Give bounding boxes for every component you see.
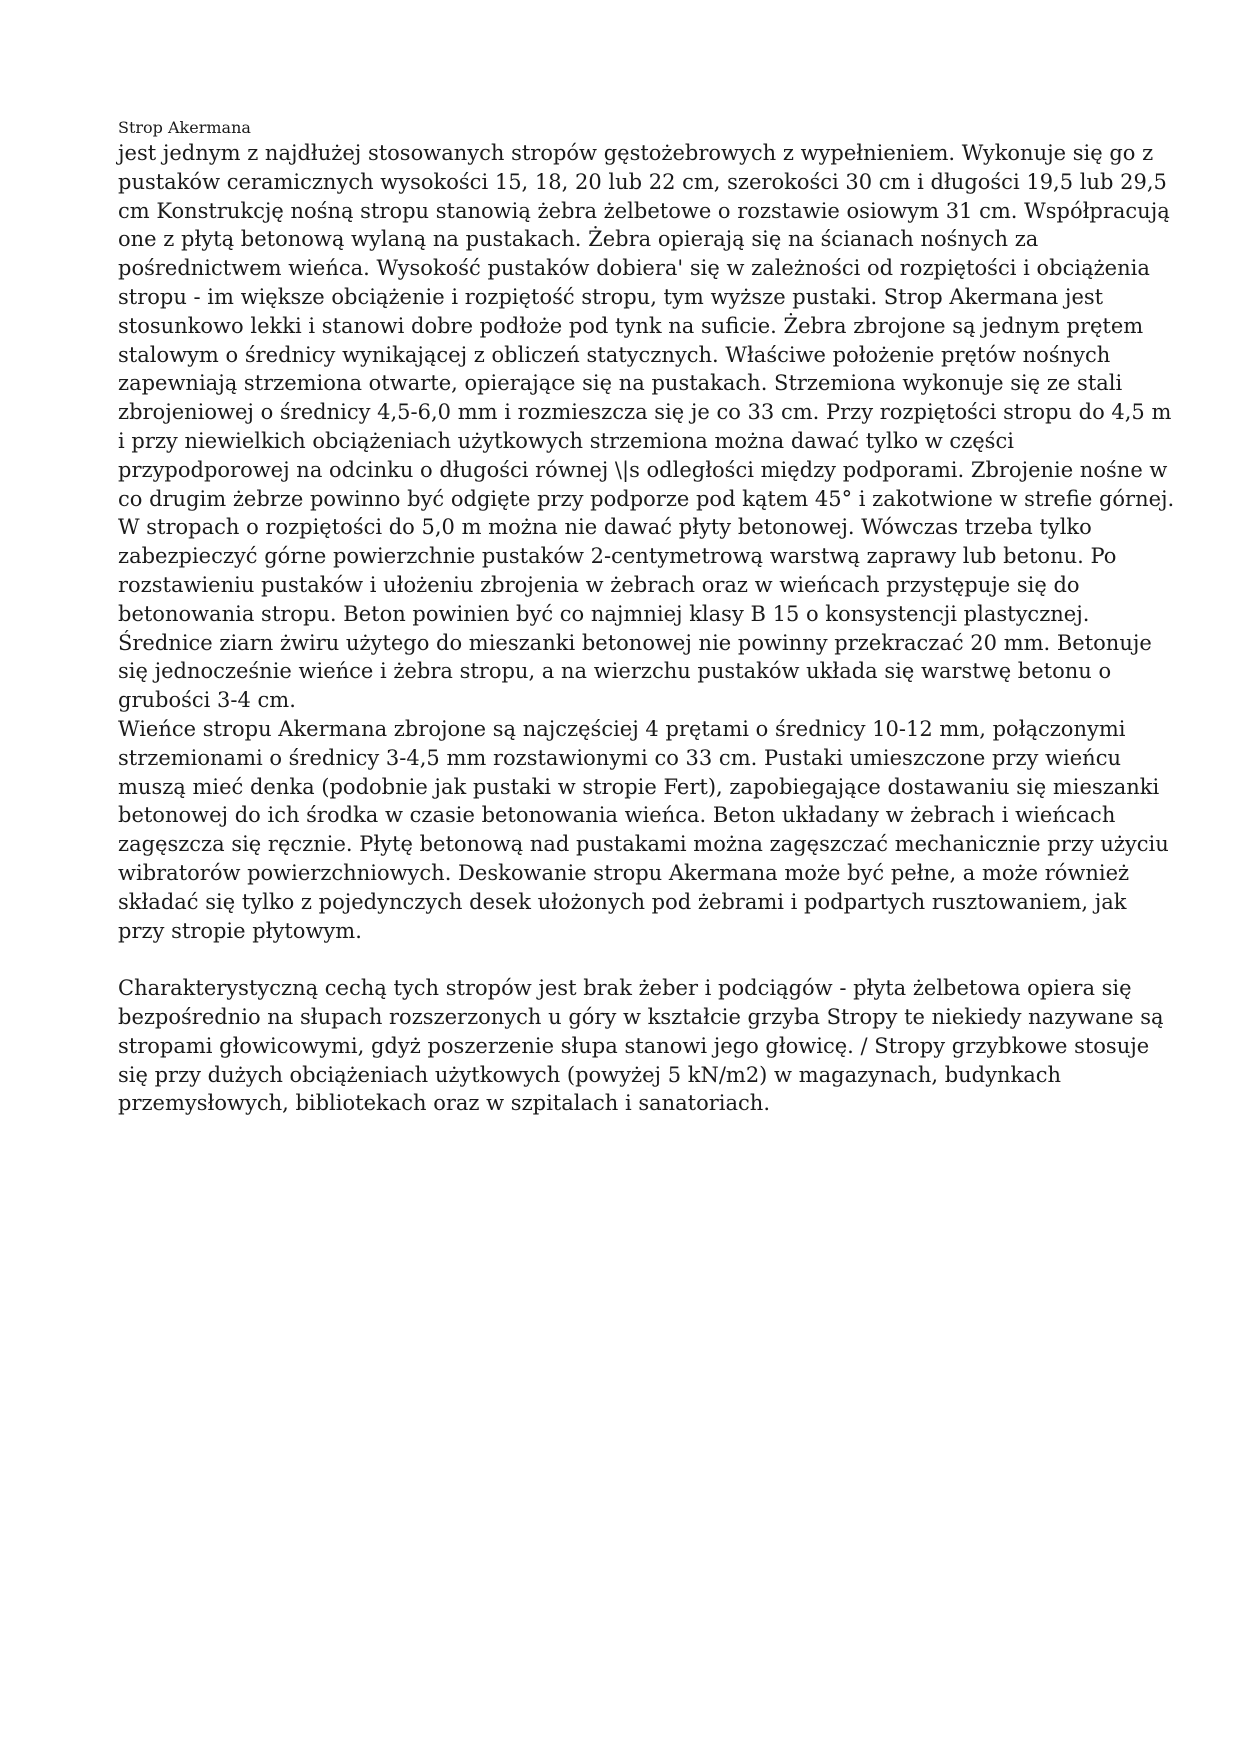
text-line: stropu - im większe obciążenie i rozpiętość stropu, tym wyższe pustaki. Strop Akermana jest [118, 284, 1104, 309]
text-line: się przy dużych obciążeniach użytkowych (powyżej 5 kN/m2) w magazynach, budynkach [118, 1062, 1062, 1087]
text-line: zagęszcza się ręcznie. Płytę betonową nad pustakami można zagęszczać mechanicznie przy użyciu [118, 832, 1169, 857]
text-line: cm Konstrukcję nośną stropu stanowią żebra żelbetowe o rozstawie osiowym 31 cm. Współpracują [118, 198, 1170, 223]
text-line: przemysłowych, bibliotekach oraz w szpitalach i sanatoriach. [118, 1091, 771, 1116]
text-line: rozstawieniu pustaków i ułożeniu zbrojenia w żebrach oraz w wieńcach przystępuje się do [118, 572, 1080, 597]
text-line: W stropach o rozpiętości do 5,0 m można nie dawać płyty betonowej. Wówczas trzeba tylko [118, 515, 1092, 540]
text-line: się jednocześnie wieńce i żebra stropu, a na wierzchu pustaków układa się warstwę betonu o [118, 659, 1112, 684]
document-body [118, 139, 1175, 1118]
text-line: stalowym o średnicy wynikającej z obliczeń statycznych. Właściwe położenie prętów nośnych [118, 342, 1111, 367]
text-line: co drugim żebrze powinno być odgięte przy podporze pod kątem 45° i zakotwione w strefie górnej. [118, 486, 1175, 511]
text-line: jest jednym z najdłużej stosowanych stropów gęstożebrowych z wypełnieniem. Wykonuje się go z [118, 141, 1154, 165]
text-line: przypodporowej na odcinku o długości równej \|s odległości między podporami. Zbrojenie nośne w [118, 457, 1168, 482]
text-line: bezpośrednio na słupach rozszerzonych u góry w kształcie grzyba Stropy te niekiedy nazywane są [118, 1004, 1164, 1029]
document-title: Strop Akermana [118, 118, 251, 137]
section-strop-akermana [118, 139, 1175, 945]
text-line: betonowej do ich środka w czasie betonowania wieńca. Beton układany w żebrach i wieńcach [118, 803, 1116, 828]
section-stropy-grzybkowe [118, 974, 1164, 1118]
text-line: stropami głowicowymi, gdyż poszerzenie słupa stanowi jego głowicę. / Stropy grzybkowe stosuje [118, 1033, 1150, 1058]
text-line: muszą mieć denka (podobnie jak pustaki w stropie Fert), zapobiegające dostawaniu się mieszanki [118, 774, 1160, 799]
text-line: składać się tylko z pojedynczych desek ułożonych pod żebrami i podpartych rusztowaniem, jak [118, 889, 1127, 914]
text-line: Charakterystyczną cechą tych stropów jest brak żeber i podciągów - płyta żelbetowa opiera się [118, 976, 1132, 1001]
text-line: one z płytą betonową wylaną na pustakach. Żebra opierają się na ścianach nośnych za [118, 227, 1039, 252]
text-line: Wieńce stropu Akermana zbrojone są najczęściej 4 prętami o średnicy 10-12 mm, połączonymi [118, 716, 1126, 741]
text-line: stosunkowo lekki i stanowi dobre podłoże pod tynk na suficie. Żebra zbrojone są jednym prętem [118, 313, 1144, 338]
text-line: Średnice ziarn żwiru użytego do mieszanki betonowej nie powinny przekraczać 20 mm. Betonuje [118, 630, 1152, 655]
text-line: strzemionami o średnicy 3-4,5 mm rozstawionymi co 33 cm. Pustaki umieszczone przy wieńcu [118, 745, 1121, 770]
text-line: zabezpieczyć górne powierzchnie pustaków 2-centymetrową warstwą zaprawy lub betonu. Po [118, 544, 1117, 569]
text-line: grubości 3-4 cm. [118, 688, 296, 713]
text-line: i przy niewielkich obciążeniach użytkowych strzemiona można dawać tylko w części [118, 428, 1014, 453]
text-line: przy stropie płytowym. [118, 918, 362, 943]
paragraph-spacer [118, 945, 1128, 974]
text-line: pośrednictwem wieńca. Wysokość pustaków dobiera' się w zależności od rozpiętości i obciążenia [118, 256, 1150, 281]
text-line: pustaków ceramicznych wysokości 15, 18, 20 lub 22 cm, szerokości 30 cm i długości 19,5 lub 29,5 [118, 169, 1167, 194]
text-line: wibratorów powierzchniowych. Deskowanie stropu Akermana może być pełne, a może również [118, 860, 1130, 885]
text-line: zbrojeniowej o średnicy 4,5-6,0 mm i rozmieszcza się je co 33 cm. Przy rozpiętości stropu do 4,5 m [118, 400, 1172, 425]
text-line: betonowania stropu. Beton powinien być co najmniej klasy B 15 o konsystencji plastycznej. [118, 601, 1090, 626]
text-line: zapewniają strzemiona otwarte, opierające się na pustakach. Strzemiona wykonuje się ze stali [118, 371, 1123, 396]
